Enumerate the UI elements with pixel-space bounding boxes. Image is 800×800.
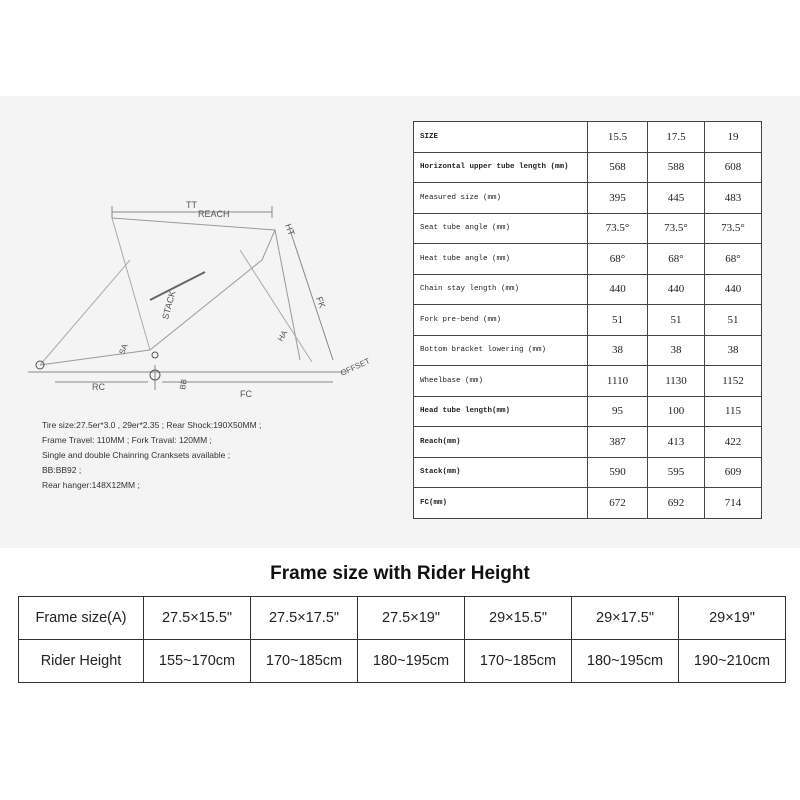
rider-height-cell: 190~210cm (679, 640, 786, 683)
geometry-row-label: SIZE (414, 122, 588, 153)
geometry-row-label: Head tube length(mm) (414, 396, 588, 427)
geometry-cell: 440 (648, 274, 705, 305)
geometry-cell: 422 (705, 427, 762, 458)
geometry-cell: 68° (648, 244, 705, 275)
geometry-cell: 38 (648, 335, 705, 366)
geometry-row-label: Measured size (mm) (414, 183, 588, 214)
rider-height-table (18, 596, 786, 683)
rider-height-row (19, 640, 786, 683)
geometry-cell: 1130 (648, 366, 705, 397)
geometry-row (414, 213, 762, 244)
geometry-cell: 15.5 (588, 122, 648, 153)
frame-size-cell: 29×19" (679, 597, 786, 640)
diagram-label-offset: OFFSET (339, 356, 372, 378)
geometry-cell: 73.5° (705, 213, 762, 244)
geometry-cell: 588 (648, 152, 705, 183)
geometry-cell: 95 (588, 396, 648, 427)
geometry-row (414, 274, 762, 305)
geometry-cell: 608 (705, 152, 762, 183)
geometry-row-label: Chain stay length (mm) (414, 274, 588, 305)
rider-height-cell: 180~195cm (572, 640, 679, 683)
note-line: Frame Travel: 110MM ; Fork Traval: 120MM ; (42, 435, 212, 445)
frame-size-cell: 27.5×17.5" (251, 597, 358, 640)
geometry-cell: 440 (705, 274, 762, 305)
geometry-row (414, 152, 762, 183)
geometry-row (414, 244, 762, 275)
geometry-cell: 568 (588, 152, 648, 183)
geometry-cell: 19 (705, 122, 762, 153)
frame-size-cell: 29×15.5" (465, 597, 572, 640)
geometry-row-label: FC(mm) (414, 488, 588, 519)
rider-height-cell: 170~185cm (465, 640, 572, 683)
geometry-cell: 440 (588, 274, 648, 305)
geometry-cell: 68° (588, 244, 648, 275)
row-label: Rider Height (19, 640, 144, 683)
diagram-label-ha: HA (275, 328, 290, 343)
geometry-row-label: Wheelbase (mm) (414, 366, 588, 397)
geometry-row-label: Bottom bracket lowering (mm) (414, 335, 588, 366)
geometry-cell: 672 (588, 488, 648, 519)
geometry-cell: 387 (588, 427, 648, 458)
geometry-row (414, 305, 762, 336)
geometry-row (414, 335, 762, 366)
geometry-cell: 590 (588, 457, 648, 488)
diagram-label-bb: BB (178, 378, 189, 391)
geometry-row-label: Horizontal upper tube length (mm) (414, 152, 588, 183)
note-line: Tire size:27.5er*3.0 , 29er*2.35 ; Rear Shock:190X50MM ; (42, 420, 262, 430)
geometry-cell: 595 (648, 457, 705, 488)
geometry-cell: 413 (648, 427, 705, 458)
note-line: BB:BB92 ; (42, 465, 82, 475)
geometry-row (414, 457, 762, 488)
geometry-cell: 115 (705, 396, 762, 427)
geometry-cell: 51 (588, 305, 648, 336)
geometry-cell: 609 (705, 457, 762, 488)
geometry-cell: 68° (705, 244, 762, 275)
geometry-cell: 51 (648, 305, 705, 336)
rider-height-cell: 155~170cm (144, 640, 251, 683)
geometry-cell: 714 (705, 488, 762, 519)
geometry-cell: 73.5° (588, 213, 648, 244)
diagram-label-tt: TT (186, 200, 197, 210)
geometry-row-label: Stack(mm) (414, 457, 588, 488)
geometry-header-row (414, 122, 762, 153)
geometry-row (414, 396, 762, 427)
geometry-cell: 73.5° (648, 213, 705, 244)
note-line: Rear hanger:148X12MM ; (42, 480, 140, 490)
frame-geometry-diagram (0, 150, 400, 410)
geometry-row (414, 183, 762, 214)
diagram-label-ht: HT (283, 222, 297, 237)
rider-height-title: Frame size with Rider Height (270, 563, 530, 584)
diagram-label-fk: FK (314, 295, 328, 310)
geometry-row-label: Heat tube angle (mm) (414, 244, 588, 275)
geometry-row (414, 488, 762, 519)
geometry-cell: 38 (705, 335, 762, 366)
geometry-row-label: Fork pre-bend (mm) (414, 305, 588, 336)
diagram-label-fc: FC (240, 389, 252, 399)
frame-size-row (19, 597, 786, 640)
geometry-cell: 100 (648, 396, 705, 427)
geometry-cell: 483 (705, 183, 762, 214)
geometry-cell: 445 (648, 183, 705, 214)
geometry-row (414, 427, 762, 458)
diagram-label-rc: RC (92, 382, 105, 392)
row-label: Frame size(A) (19, 597, 144, 640)
geometry-cell: 692 (648, 488, 705, 519)
geometry-cell: 395 (588, 183, 648, 214)
diagram-label-sa: SA (117, 342, 130, 356)
geometry-cell: 51 (705, 305, 762, 336)
frame-size-cell: 29×17.5" (572, 597, 679, 640)
frame-spec-notes (42, 418, 402, 493)
geometry-cell: 17.5 (648, 122, 705, 153)
geometry-table (413, 121, 762, 519)
geometry-row-label: Seat tube angle (mm) (414, 213, 588, 244)
geometry-cell: 1110 (588, 366, 648, 397)
diagram-label-reach: REACH (198, 209, 230, 219)
frame-size-cell: 27.5×15.5" (144, 597, 251, 640)
diagram-label-stack: STACK (160, 289, 178, 321)
geometry-row (414, 366, 762, 397)
frame-size-cell: 27.5×19" (358, 597, 465, 640)
rider-height-cell: 180~195cm (358, 640, 465, 683)
rider-height-cell: 170~185cm (251, 640, 358, 683)
geometry-row-label: Reach(mm) (414, 427, 588, 458)
note-line: Single and double Chainring Cranksets available ; (42, 450, 231, 460)
geometry-cell: 38 (588, 335, 648, 366)
geometry-cell: 1152 (705, 366, 762, 397)
